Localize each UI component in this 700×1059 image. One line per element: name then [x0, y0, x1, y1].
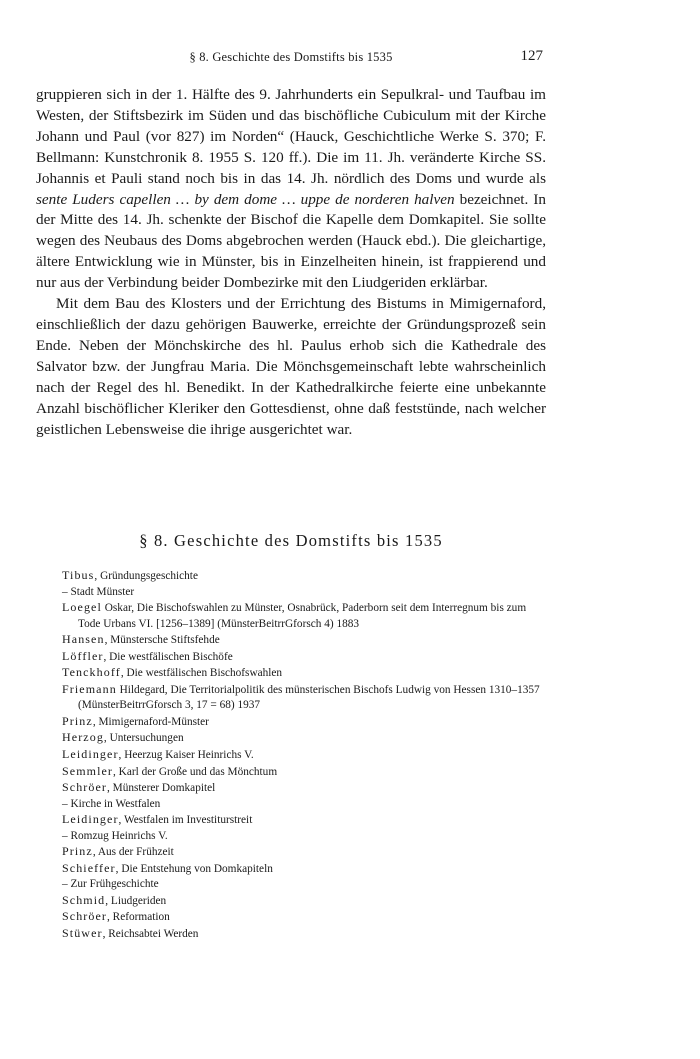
bibliography-author: Hansen — [62, 632, 105, 647]
bibliography-title: , Münsterer Domkapitel — [107, 782, 216, 795]
bibliography-title: Romzug Heinrichs V. — [70, 829, 168, 842]
bibliography-entry — [62, 861, 546, 878]
quoted-phrase: sente Luders capellen … by dem dome … uppe de norderen halven — [36, 190, 455, 208]
bibliography-title: Zur Frühgeschichte — [70, 878, 159, 891]
bibliography-title: , Die Entstehung von Domkapiteln — [115, 862, 273, 875]
bibliography-title: , Reichsabtei Werden — [102, 928, 199, 941]
bibliography-entry — [62, 632, 546, 649]
bibliography-title: Stadt Münster — [70, 585, 135, 598]
bibliography-entry — [62, 585, 546, 601]
bibliography-ditto-dash: – — [62, 878, 71, 891]
bibliography-entry — [62, 649, 546, 666]
bibliography-author: Tenckhoff — [62, 665, 121, 680]
bibliography-author: Schieffer — [62, 860, 116, 875]
bibliography-entry — [62, 747, 546, 764]
bibliography-title: , Westfalen im Investiturstreit — [118, 814, 253, 827]
bibliography-title: , Münstersche Stiftsfehde — [104, 634, 220, 647]
bibliography-author: Leidinger — [62, 747, 119, 762]
bibliography-entry — [62, 682, 546, 714]
bibliography-ditto-dash: – — [62, 797, 71, 810]
bibliography-entry — [62, 665, 546, 682]
bibliography-title: , Reformation — [107, 911, 170, 924]
bibliography-entry — [62, 730, 546, 747]
bibliography-title: , Die westfälischen Bischofswahlen — [120, 667, 283, 680]
bibliography-title: , Die westfälischen Bischöfe — [103, 650, 233, 663]
bibliography-entry — [62, 714, 546, 731]
bibliography-entry — [62, 812, 546, 829]
paragraph-1-part-b: bezeichnet. In der Mitte des 14. Jh. schenkte der Bischof die Kapelle dem Domkapitel. Sie sollte wegen des Neubaus des Doms abgebrochen werden (Hauck ebd.). Die gleichartige, ältere Entwicklung wie in Münster, bis in Einzelheiten hinein, ist frappierend und nur aus der Verbindung beider Dombezirke mit den Liudgeriden erklärbar. — [36, 190, 547, 292]
page-number: 127 — [520, 48, 543, 64]
bibliography-entry — [62, 926, 546, 943]
paragraph-1-part-a: gruppieren sich in der 1. Hälfte des 9. Jahrhunderts ein Sepulkral- und Taufbau im Westen, der Stiftsbezirk im Süden und das bischöfliche Cubiculum mit der Kirche Johann und Paul (vor 827) im Norden“ (Hauck, Geschichtliche Werke S. 370; F. Bellmann: Kunstchronik 8. 1955 S. 120 ff.). Die im 11. Jh. veränderte Kirche SS. Johannis et Pauli stand noch bis in das 14. Jh. nördlich des Doms und wurde als — [36, 86, 546, 187]
section-heading: § 8. Geschichte des Domstifts bis 1535 — [139, 531, 443, 550]
bibliography-entry — [62, 893, 546, 910]
bibliography-entry — [62, 909, 546, 926]
bibliography-entry — [62, 844, 546, 861]
bibliography-title: Kirche in Westfalen — [70, 797, 161, 810]
bibliography-title: , Liudgeriden — [105, 894, 167, 907]
bibliography-title: , Mimigernaford-Münster — [92, 715, 209, 728]
bibliography-author: Loegel — [62, 600, 102, 615]
bibliography-entry — [62, 877, 546, 893]
running-head: § 8. Geschichte des Domstifts bis 1535 — [189, 50, 393, 64]
bibliography-title: Hildegard, Die Territorialpolitik des münsterischen Bischofs Ludwig von Hessen 1310–1357 (MünsterBeitrrGforsch 3, 17 = 68) 1937 — [78, 683, 540, 712]
bibliography-author: Prinz — [62, 844, 93, 859]
bibliography-title: , Untersuchungen — [103, 732, 184, 745]
paragraph-1 — [36, 85, 546, 294]
bibliography-author: Prinz — [62, 713, 93, 728]
paragraph-2: Mit dem Bau des Klosters und der Errichtung des Bistums in Mimigernaford, einschließlich der dazu gehörigen Bauwerke, erreichte der Gründungsprozeß sein Ende. Neben der Mönchskirche des hl. Paulus erhob sich die Kathedrale des Salvator bzw. der Jungfrau Maria. Die Mönchsgemeinschaft lebte wahrscheinlich nach der Regel des hl. Benedikt. In der Kathedralkirche feierte eine unbekannte Anzahl bischöflicher Kleriker den Gottesdienst, ohne daß feststünde, nach welcher geistlichen Lebensweise die ihrige ausgerichtet war. — [36, 295, 546, 438]
bibliography-author: Schröer — [62, 780, 108, 795]
body-text — [36, 85, 546, 440]
bibliography-ditto-dash: – — [62, 585, 71, 598]
bibliography-title: , Aus der Frühzeit — [92, 846, 174, 859]
bibliography-entry — [62, 568, 546, 585]
bibliography-author: Herzog — [62, 730, 104, 745]
bibliography-entry — [62, 780, 546, 797]
bibliography-author: Schröer — [62, 909, 108, 924]
bibliography-author: Tibus — [62, 568, 95, 582]
bibliography-title: , Gründungsgeschichte — [94, 570, 198, 582]
bibliography-entry — [62, 829, 546, 845]
bibliography-ditto-dash: – — [62, 829, 71, 842]
bibliography-list — [62, 568, 546, 943]
bibliography-title: , Karl der Große und das Mönchtum — [113, 765, 278, 778]
bibliography-entry — [62, 797, 546, 813]
bibliography-author: Semmler — [62, 763, 114, 778]
bibliography-author: Leidinger — [62, 812, 119, 827]
bibliography-author: Löffler — [62, 648, 104, 663]
bibliography-entry — [62, 600, 546, 632]
bibliography-author: Stüwer — [62, 926, 103, 941]
bibliography-author: Schmid — [62, 892, 106, 907]
bibliography-title: , Heerzug Kaiser Heinrichs V. — [118, 749, 254, 762]
bibliography-author: Friemann — [62, 681, 117, 696]
bibliography-entry — [62, 764, 546, 781]
bibliography-title: Oskar, Die Bischofswahlen zu Münster, Osnabrück, Paderborn seit dem Interregnum bis zum Tode Urbans VI. [1256–1389] (MünsterBeitrrGforsch 4) 1883 — [78, 602, 527, 630]
